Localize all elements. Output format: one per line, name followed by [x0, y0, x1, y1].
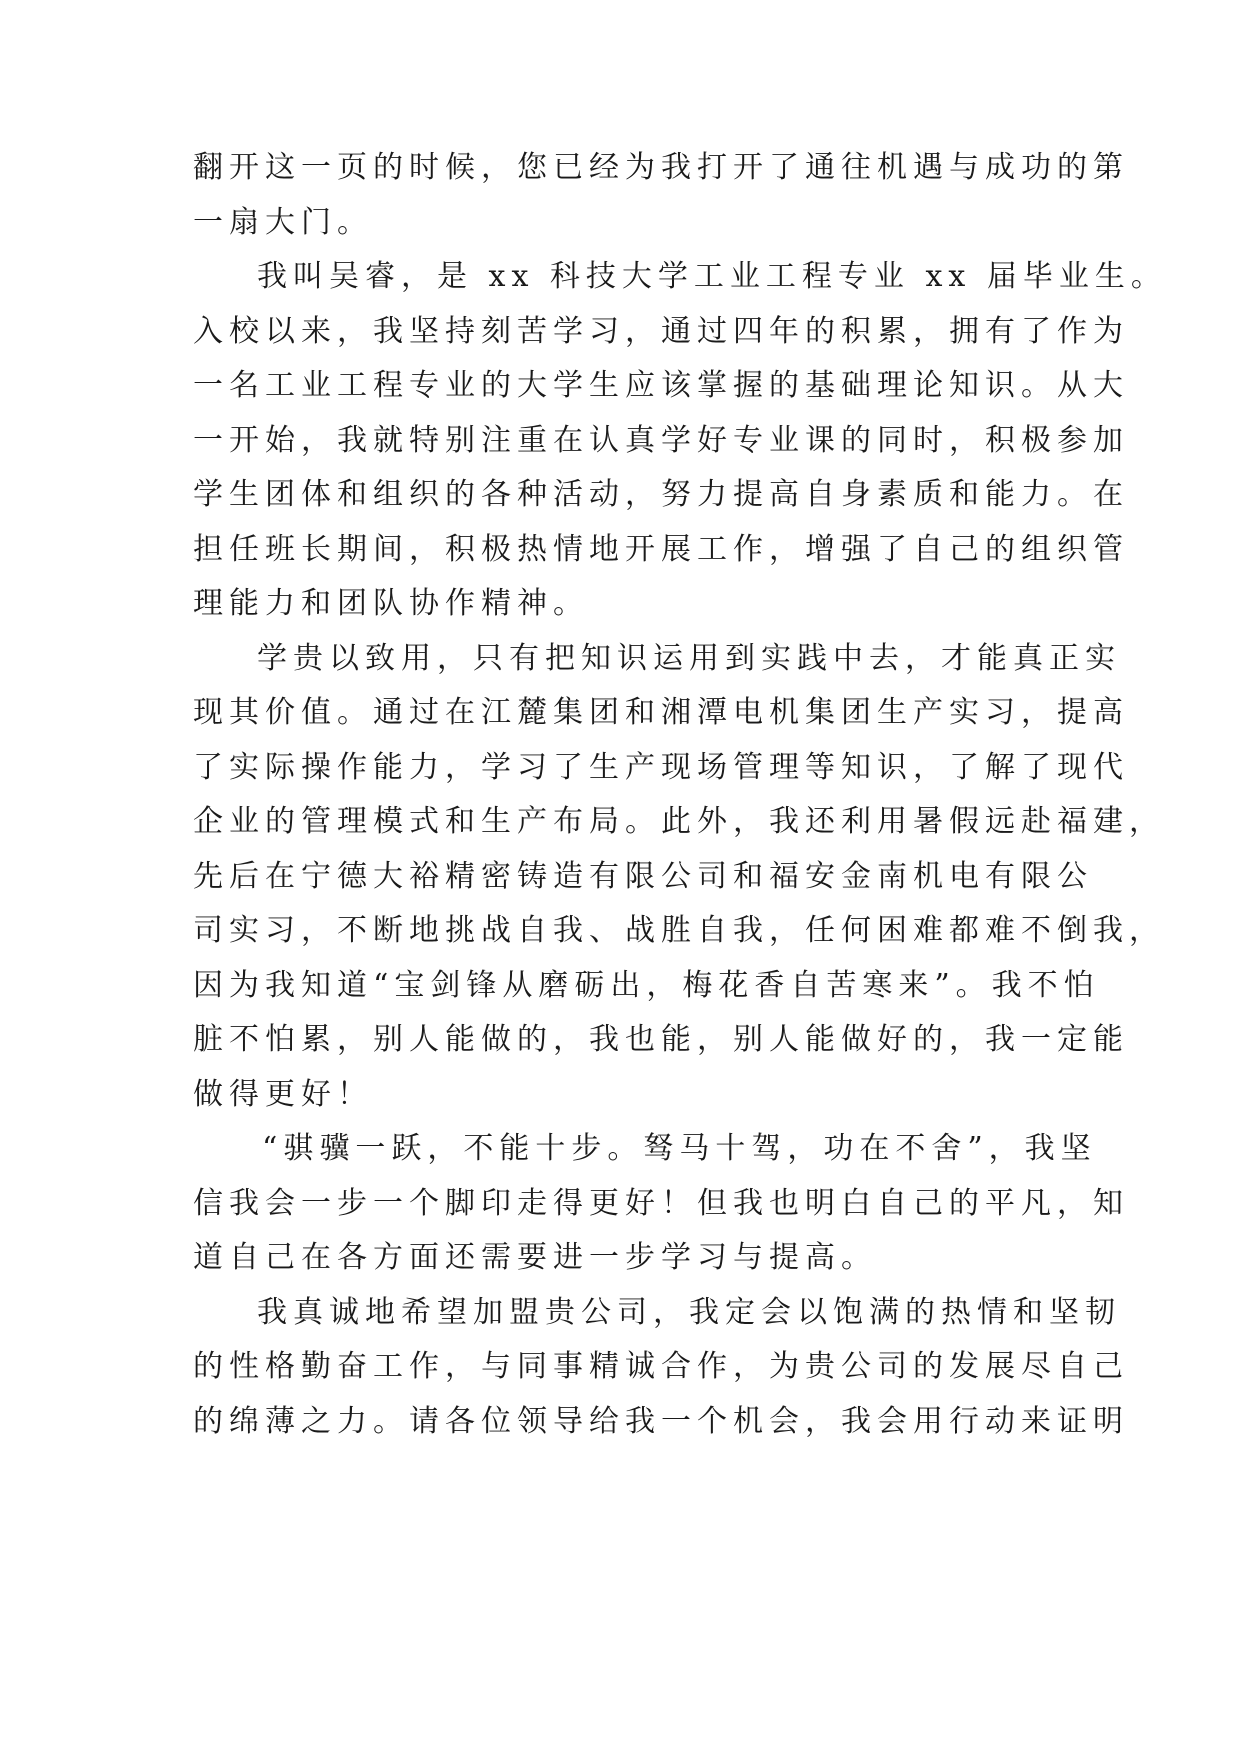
paragraph-first-line: “骐骥一跃，不能十步。驽马十驾，功在不舍”，我坚 — [262, 1131, 1097, 1166]
text-line: 一扇大门。 — [193, 205, 373, 240]
text-line: 司实习，不断地挑战自我、战胜自我，任何困难都难不倒我， — [193, 913, 1165, 948]
text-line: 的绵薄之力。请各位领导给我一个机会，我会用行动来证明 — [193, 1404, 1129, 1439]
text-line: 因为我知道“宝剑锋从磨砺出，梅花香自苦寒来”。我不怕 — [193, 968, 1100, 1003]
text-line: 了实际操作能力，学习了生产现场管理等知识，了解了现代 — [193, 750, 1129, 785]
text-line: 做得更好！ — [193, 1077, 373, 1112]
text-line: 信我会一步一个脚印走得更好！但我也明白自己的平凡，知 — [193, 1186, 1129, 1221]
text-line: 道自己在各方面还需要进一步学习与提高。 — [193, 1240, 877, 1275]
paragraph-first-line: 我真诚地希望加盟贵公司，我定会以饱满的热情和坚韧 — [257, 1295, 1121, 1330]
text-line: 现其价值。通过在江麓集团和湘潭电机集团生产实习，提高 — [193, 695, 1129, 730]
text-line: 一名工业工程专业的大学生应该掌握的基础理论知识。从大 — [193, 368, 1129, 403]
text-line: 入校以来，我坚持刻苦学习，通过四年的积累，拥有了作为 — [193, 314, 1129, 349]
paragraph-first-line: 学贵以致用，只有把知识运用到实践中去，才能真正实 — [257, 641, 1121, 676]
text-line: 的性格勤奋工作，与同事精诚合作，为贵公司的发展尽自己 — [193, 1349, 1129, 1384]
text-line: 学生团体和组织的各种活动，努力提高自身素质和能力。在 — [193, 477, 1129, 512]
text-line: 脏不怕累，别人能做的，我也能，别人能做好的，我一定能 — [193, 1022, 1129, 1057]
text-line: 先后在宁德大裕精密铸造有限公司和福安金南机电有限公 — [193, 859, 1093, 894]
paragraph-first-line: 我叫吴睿，是 xx 科技大学工业工程专业 xx 届毕业生。 — [257, 259, 1167, 294]
text-line: 一开始，我就特别注重在认真学好专业课的同时，积极参加 — [193, 423, 1129, 458]
text-line: 担任班长期间，积极热情地开展工作，增强了自己的组织管 — [193, 532, 1129, 567]
text-line: 企业的管理模式和生产布局。此外，我还利用暑假远赴福建， — [193, 804, 1165, 839]
text-line: 翻开这一页的时候，您已经为我打开了通往机遇与成功的第 — [193, 150, 1129, 185]
text-line: 理能力和团队协作精神。 — [193, 586, 589, 621]
